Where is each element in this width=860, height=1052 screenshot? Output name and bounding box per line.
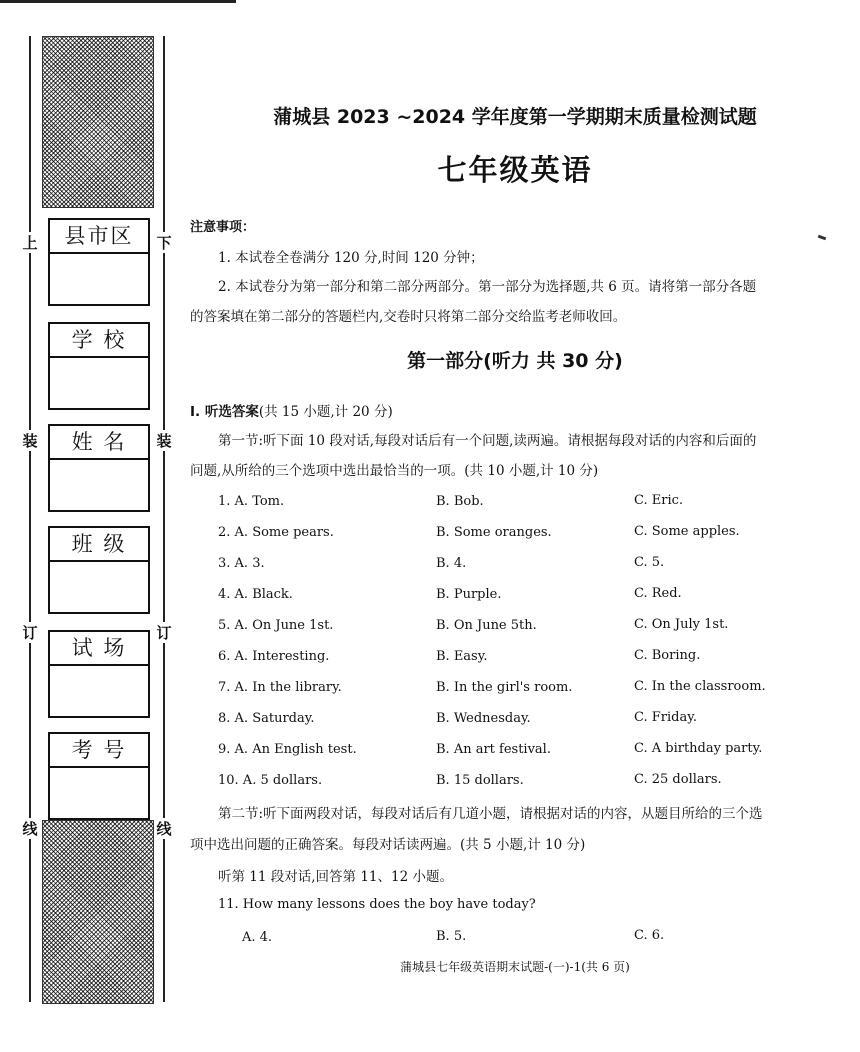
q11-option-c: C. 6.: [634, 928, 665, 943]
binding-mark-left-top: 上: [20, 232, 40, 253]
q2-option-a: 2. A. Some pears.: [218, 525, 334, 540]
exam-room-field[interactable]: [48, 630, 150, 718]
q1-option-c: C. Eric.: [634, 493, 684, 508]
q6-option-a: 6. A. Interesting.: [218, 649, 330, 664]
dialog-11-note: 听第 11 段对话,回答第 11、12 小题。: [218, 869, 453, 885]
q9-option-c: C. A birthday party.: [634, 741, 763, 756]
q11-option-b: B. 5.: [436, 929, 467, 944]
top-edge-line: [0, 0, 236, 3]
county-label: 县市区: [50, 220, 148, 254]
subsection-2-instruction: 第二节:听下面两段对话，每段对话后有几道小题，请根据对话的内容，从题目所给的三个选: [218, 806, 763, 822]
q2-option-c: C. Some apples.: [634, 524, 740, 539]
q11-stem: 11. How many lessons does the boy have today?: [218, 897, 536, 912]
q7-option-c: C. In the classroom.: [634, 679, 766, 694]
class-field[interactable]: [48, 526, 150, 614]
name-label: 姓 名: [50, 426, 148, 460]
q4-option-b: B. Purple.: [436, 587, 502, 602]
q3-option-a: 3. A. 3.: [218, 556, 265, 571]
stray-mark: [818, 235, 827, 241]
q8-option-a: 8. A. Saturday.: [218, 711, 315, 726]
county-blank[interactable]: [50, 254, 148, 304]
note-1: 1. 本试卷全卷满分 120 分,时间 120 分钟；: [218, 250, 484, 266]
exam-title: 蒲城县 2023 ~2024 学年度第一学期期末质量检测试题: [273, 106, 757, 128]
security-pattern-top: [42, 36, 154, 208]
class-blank[interactable]: [50, 562, 148, 612]
exam-number-field[interactable]: [48, 732, 150, 820]
county-field[interactable]: [48, 218, 150, 306]
q1-option-b: B. Bob.: [436, 494, 484, 509]
binding-mark-right-bottom: 下: [154, 232, 174, 253]
exam-room-label: 试 场: [50, 632, 148, 666]
school-label: 学 校: [50, 324, 148, 358]
subsection-1-instruction: 第一节:听下面 10 段对话,每段对话后有一个问题,读两遍。请根据每段对话的内容和后面的: [218, 433, 757, 449]
school-blank[interactable]: [50, 358, 148, 408]
q5-option-c: C. On July 1st.: [634, 617, 729, 632]
q3-option-b: B. 4.: [436, 556, 467, 571]
binding-mark-right-zhuang: 装: [154, 430, 174, 451]
section-1-heading: [190, 400, 393, 420]
q1-option-a: 1. A. Tom.: [218, 494, 285, 509]
binding-mark-left-zhuang: 装: [20, 430, 40, 451]
q7-option-a: 7. A. In the library.: [218, 680, 342, 695]
notes-heading: 注意事项：: [190, 220, 256, 235]
q10-option-c: C. 25 dollars.: [634, 772, 722, 787]
name-field[interactable]: [48, 424, 150, 512]
binding-mark-left-xian: 线: [20, 818, 40, 839]
subsection-1-instruction-cont: 问题,从所给的三个选项中选出最恰当的一项。(共 10 小题,计 10 分): [190, 463, 599, 479]
q2-option-b: B. Some oranges.: [436, 525, 552, 540]
page-footer: 蒲城县七年级英语期末试题-(一)-1(共 6 页): [400, 960, 630, 974]
note-2: 2. 本试卷分为第一部分和第二部分两部分。第一部分为选择题,共 6 页。请将第一部分各题: [218, 279, 757, 295]
q10-option-a: 10. A. 5 dollars.: [218, 773, 323, 788]
section-1-label: Ⅰ. 听选答案: [190, 404, 259, 420]
security-pattern-bottom: [42, 820, 154, 1004]
q4-option-a: 4. A. Black.: [218, 587, 293, 602]
q10-option-b: B. 15 dollars.: [436, 773, 524, 788]
q5-option-b: B. On June 5th.: [436, 618, 537, 633]
q9-option-b: B. An art festival.: [436, 742, 551, 757]
binding-mark-right-ding: 订: [154, 622, 174, 643]
exam-number-label: 考 号: [50, 734, 148, 768]
q6-option-b: B. Easy.: [436, 649, 488, 664]
q8-option-b: B. Wednesday.: [436, 711, 531, 726]
subject-title: 七年级英语: [437, 153, 593, 187]
binding-mark-left-ding: 订: [20, 622, 40, 643]
school-field[interactable]: [48, 322, 150, 410]
q5-option-a: 5. A. On June 1st.: [218, 618, 334, 633]
binding-line-left: [29, 36, 31, 1002]
q8-option-c: C. Friday.: [634, 710, 697, 725]
note-2-continued: 的答案填在第二部分的答题栏内,交卷时只将第二部分交给监考老师收回。: [190, 309, 627, 325]
section-1-detail: (共 15 小题,计 20 分): [258, 404, 393, 420]
q9-option-a: 9. A. An English test.: [218, 742, 357, 757]
q6-option-c: C. Boring.: [634, 648, 701, 663]
binding-line-right: [163, 36, 165, 1002]
exam-number-blank[interactable]: [50, 768, 148, 818]
q4-option-c: C. Red.: [634, 586, 682, 601]
q3-option-c: C. 5.: [634, 555, 665, 570]
part-one-title: 第一部分(听力 共 30 分): [407, 350, 623, 372]
binding-mark-right-xian: 线: [154, 818, 174, 839]
subsection-2-instruction-cont: 项中选出问题的正确答案。每段对话读两遍。(共 5 小题,计 10 分): [190, 837, 586, 853]
name-blank[interactable]: [50, 460, 148, 510]
exam-room-blank[interactable]: [50, 666, 148, 716]
q11-option-a: A. 4.: [242, 930, 273, 945]
q7-option-b: B. In the girl's room.: [436, 680, 573, 695]
class-label: 班 级: [50, 528, 148, 562]
